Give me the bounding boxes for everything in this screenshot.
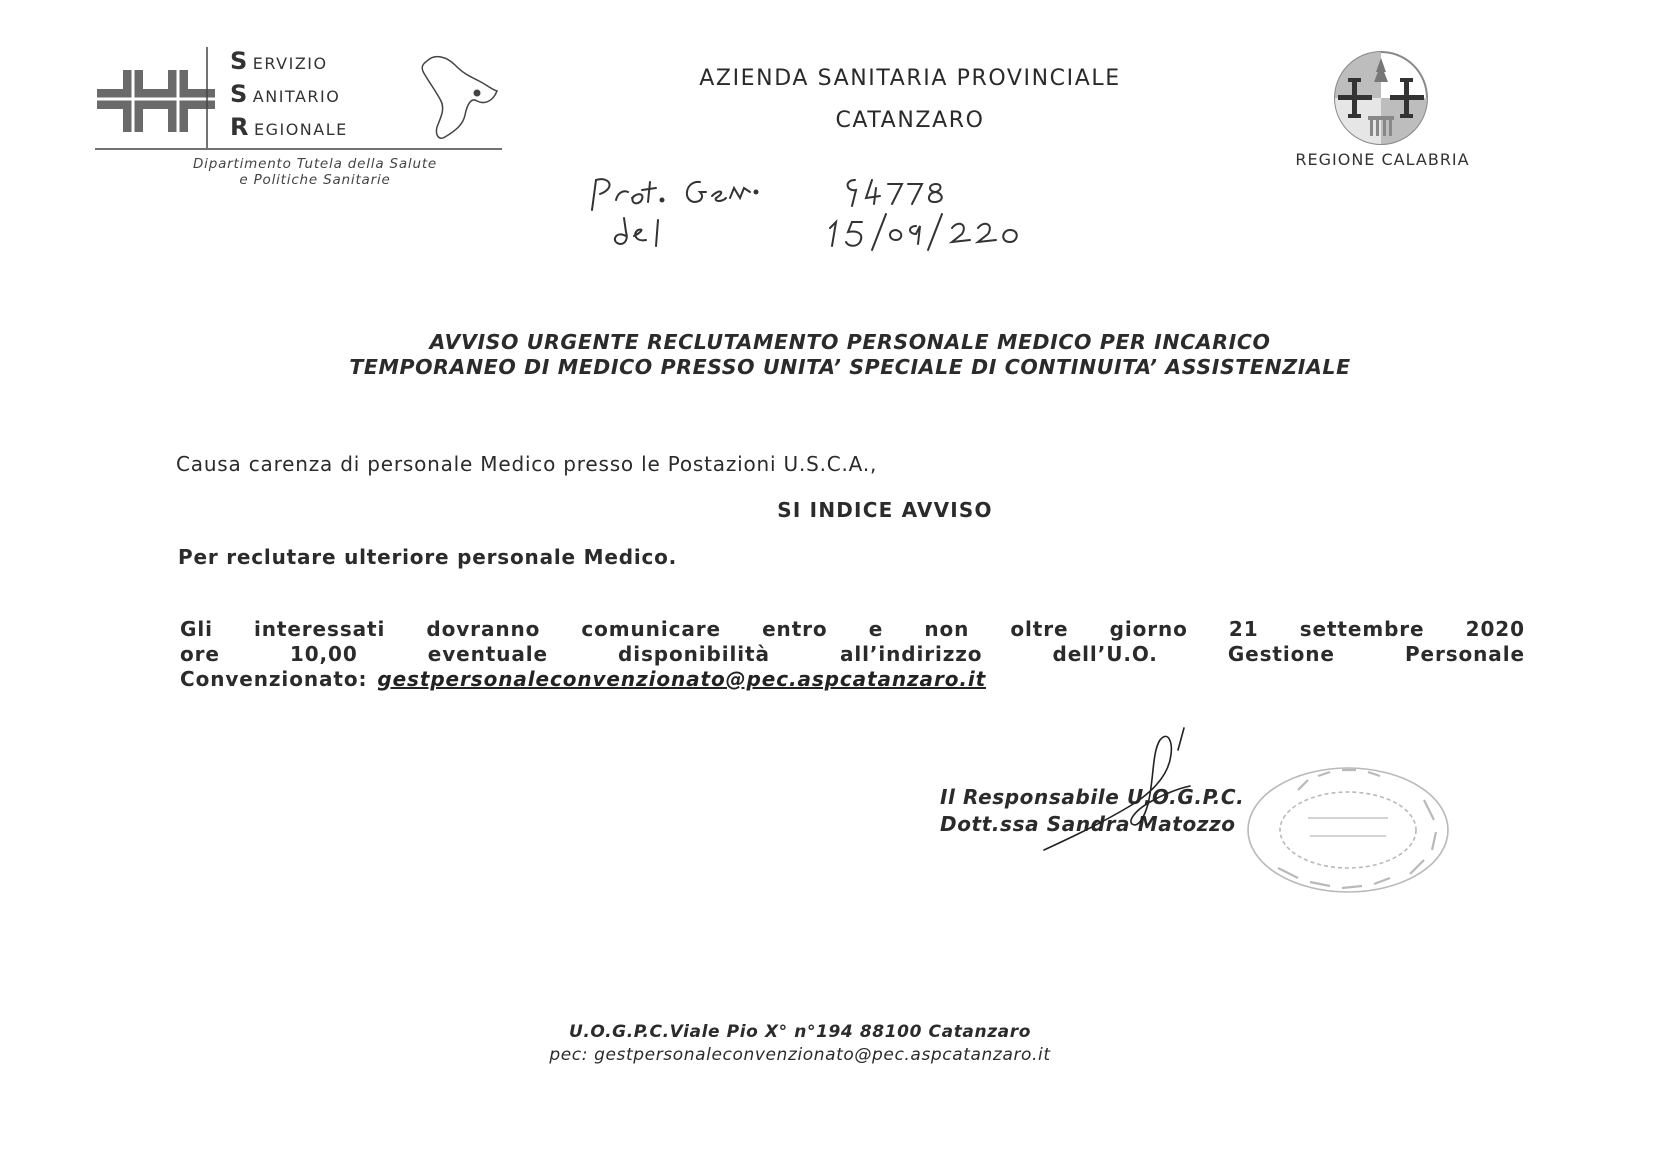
- pec-email-link[interactable]: gestpersonaleconvenzionato@pec.aspcatanzaro.it: [377, 667, 987, 691]
- header-title: AZIENDA SANITARIA PROVINCIALE: [699, 66, 1121, 91]
- instructions-line-2: ore 10,00 eventuale disponibilità all’indirizzo dell’U.O. Gestione Personale: [180, 642, 1525, 666]
- calabria-map-icon: [422, 57, 497, 139]
- signatory-role: Il Responsabile U.O.G.P.C.: [940, 785, 1245, 809]
- signatory-name: Dott.ssa Sandra Matozzo: [940, 812, 1236, 836]
- regione-label: REGIONE CALABRIA: [1295, 150, 1470, 169]
- regione-calabria-emblem: [1306, 50, 1456, 150]
- notice-title-line2: TEMPORANEO DI MEDICO PRESSO UNITA’ SPECIALE DI CONTINUITA’ ASSISTENZIALE: [349, 355, 1351, 379]
- indice-avviso-text: SI INDICE AVVISO: [777, 498, 993, 522]
- header-subtitle: CATANZARO: [835, 108, 985, 133]
- instructions-line-1: Gli interessati dovranno comunicare entro e non oltre giorno 21 settembre 2020: [180, 617, 1525, 641]
- regione-emblem-icon: [1306, 50, 1456, 150]
- ssr-word-sanitario: SANITARIO: [230, 80, 341, 108]
- instructions-line-3: Convenzionato: gestpersonaleconvenzionato@pec.aspcatanzaro.it: [180, 667, 987, 691]
- notice-title-line1: AVVISO URGENTE RECLUTAMENTO PERSONALE MEDICO PER INCARICO: [429, 330, 1271, 354]
- cause-text: Causa carenza di personale Medico presso le Postazioni U.S.C.A.,: [176, 452, 878, 476]
- ssr-word-servizio: SERVIZIO: [230, 47, 328, 75]
- instructions-paragraph: [180, 617, 1525, 692]
- handwritten-signature: [1040, 720, 1240, 860]
- ssr-logo: [95, 45, 535, 195]
- footer-pec: pec: gestpersonaleconvenzionato@pec.aspcatanzaro.it: [549, 1045, 1051, 1065]
- footer-address: U.O.G.P.C.Viale Pio X° n°194 88100 Catanzaro: [568, 1022, 1032, 1042]
- ssr-dept-line1: Dipartimento Tutela della Salute: [192, 156, 438, 172]
- ssr-word-regionale: REGIONALE: [230, 113, 348, 141]
- handwritten-protocol-note: [590, 170, 1190, 260]
- recruit-text: Per reclutare ulteriore personale Medico.: [178, 545, 678, 569]
- official-stamp: [1238, 760, 1458, 900]
- ssr-dept-line2: e Politiche Sanitarie: [239, 172, 391, 188]
